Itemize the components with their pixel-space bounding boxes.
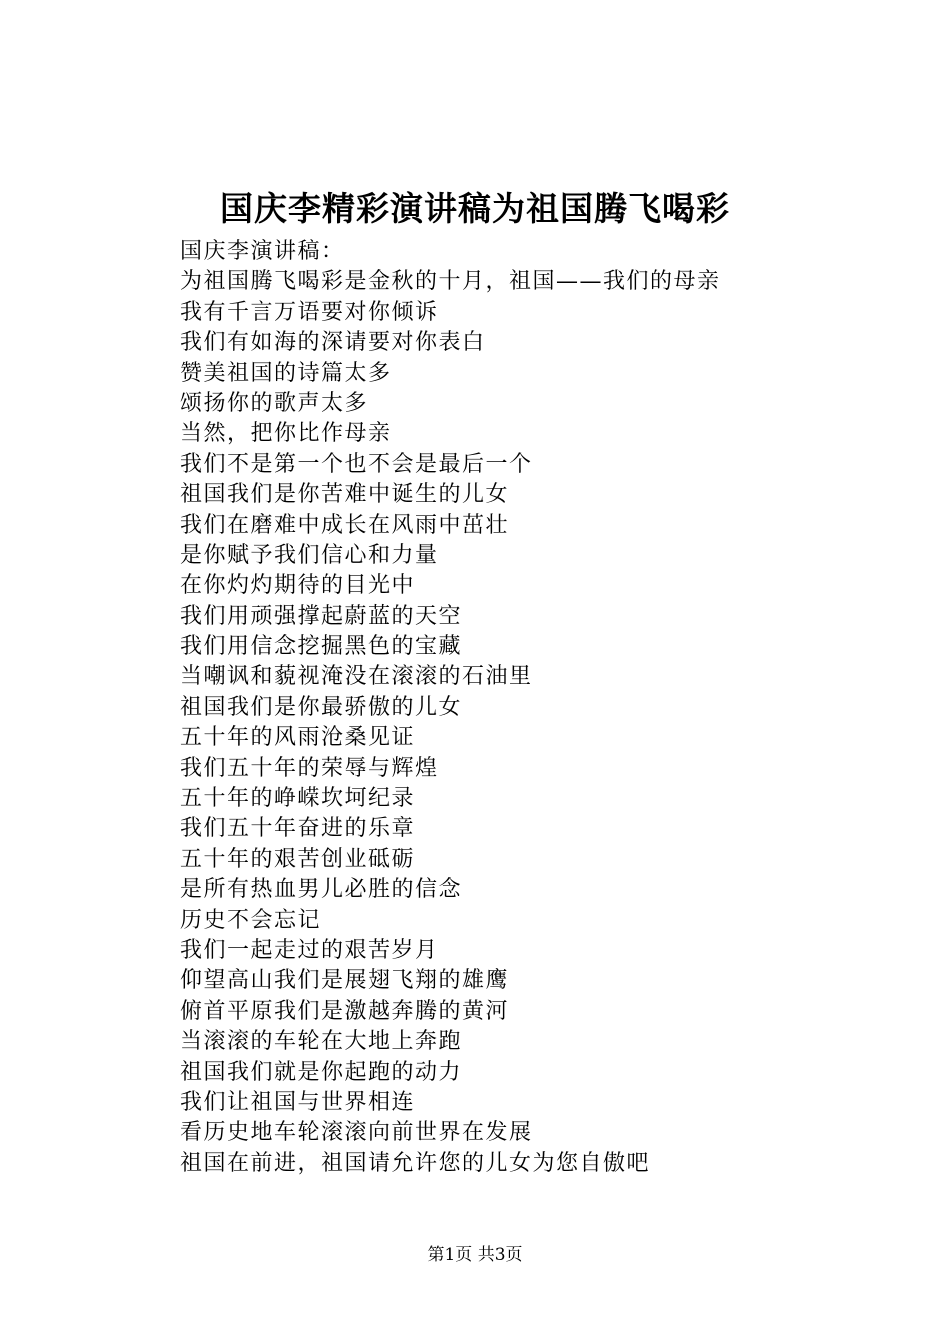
text-line: 我们不是第一个也不会是最后一个 bbox=[180, 451, 533, 477]
document-body bbox=[180, 237, 880, 1179]
text-line: 我们让祖国与世界相连 bbox=[180, 1089, 416, 1115]
text-line: 五十年的峥嵘坎坷纪录 bbox=[180, 786, 416, 812]
text-line: 五十年的艰苦创业砥砺 bbox=[180, 846, 416, 872]
text-line: 祖国我们是你最骄傲的儿女 bbox=[180, 694, 463, 720]
text-line: 我们有如海的深请要对你表白 bbox=[180, 330, 486, 356]
text-line: 我有千言万语要对你倾诉 bbox=[180, 299, 439, 325]
text-line: 我们用信念挖掘黑色的宝藏 bbox=[180, 634, 463, 660]
text-line: 我们用顽强撑起蔚蓝的天空 bbox=[180, 603, 463, 629]
text-line: 当嘲讽和藐视淹没在滚滚的石油里 bbox=[180, 664, 533, 690]
text-line: 在你灼灼期待的目光中 bbox=[180, 573, 416, 599]
text-line: 当然，把你比作母亲 bbox=[180, 421, 392, 447]
text-line: 我们在磨难中成长在风雨中茁壮 bbox=[180, 512, 510, 538]
document-title: 国庆李精彩演讲稿为祖国腾飞喝彩 bbox=[220, 189, 730, 228]
text-line: 仰望高山我们是展翅飞翔的雄鹰 bbox=[180, 968, 510, 994]
text-line: 国庆李演讲稿： bbox=[180, 239, 345, 264]
page-number: 第1页 共3页 bbox=[427, 1245, 523, 1265]
text-line: 赞美祖国的诗篇太多 bbox=[180, 360, 392, 386]
text-line: 为祖国腾飞喝彩是金秋的十月，祖国——我们的母亲 bbox=[180, 269, 721, 295]
text-line: 祖国我们是你苦难中诞生的儿女 bbox=[180, 482, 510, 508]
text-line: 祖国我们就是你起跑的动力 bbox=[180, 1059, 463, 1085]
text-line: 我们一起走过的艰苦岁月 bbox=[180, 937, 439, 963]
text-line: 是你赋予我们信心和力量 bbox=[180, 542, 439, 568]
text-line: 是所有热血男儿必胜的信念 bbox=[180, 877, 463, 903]
text-line: 祖国在前进，祖国请允许您的儿女为您自傲吧 bbox=[180, 1150, 651, 1176]
text-line: 五十年的风雨沧桑见证 bbox=[180, 725, 416, 751]
text-line: 颂扬你的歌声太多 bbox=[180, 390, 369, 416]
text-line: 看历史地车轮滚滚向前世界在发展 bbox=[180, 1120, 533, 1146]
text-line: 当滚滚的车轮在大地上奔跑 bbox=[180, 1029, 463, 1055]
text-line: 俯首平原我们是激越奔腾的黄河 bbox=[180, 998, 510, 1024]
text-line: 我们五十年奋进的乐章 bbox=[180, 816, 416, 842]
text-line: 我们五十年的荣辱与辉煌 bbox=[180, 755, 439, 781]
text-line: 历史不会忘记 bbox=[180, 907, 322, 933]
